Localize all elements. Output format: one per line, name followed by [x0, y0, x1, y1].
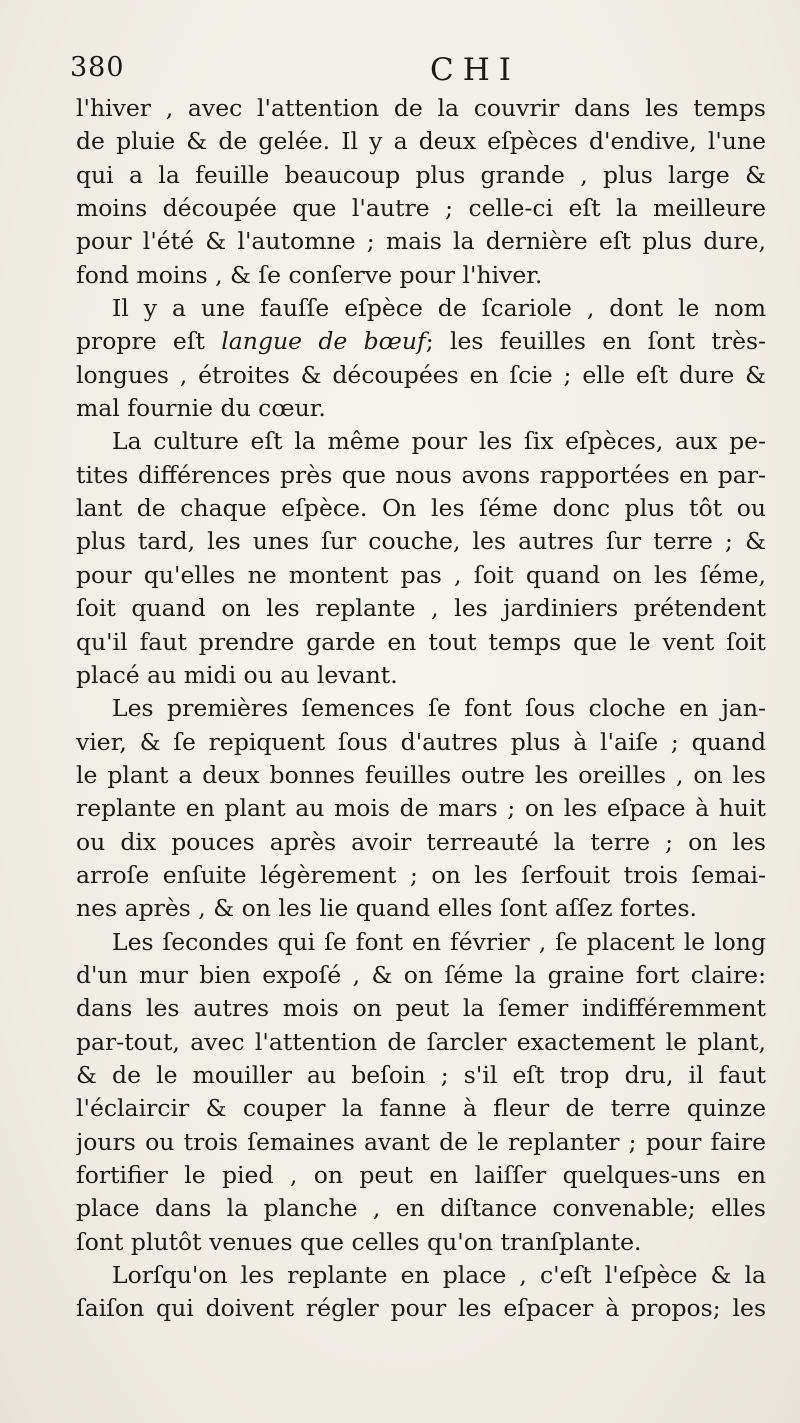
page-number: 380 [70, 52, 125, 83]
text-line: le plant a deux bonnes feuilles outre les oreilles , on les [76, 760, 766, 789]
text-line: mal fournie du cœur. [76, 394, 326, 423]
text-line: l'hiver , avec l'attention de la couvrir dans les temps [76, 94, 766, 122]
text-line: vier, & ſe repiquent ſous d'autres plus à l'aiſe ; quand [76, 727, 766, 756]
paragraph-first-line: Les premières ſemences ſe font ſous cloche en jan- [112, 694, 766, 723]
text-line: ſoit quand on les replante , les jardiniers prétendent [76, 594, 766, 623]
text-line: pour qu'elles ne montent pas , ſoit quand on les ſéme, [76, 560, 766, 589]
paragraph-first-line: Les ſecondes qui ſe font en février , ſe placent le long [112, 927, 766, 956]
text-line: moins découpée que l'autre ; celle-ci eſt la meilleure [76, 194, 766, 223]
text-line: arroſe enſuite légèrement ; on les ſerfouit trois ſemai- [76, 860, 766, 889]
text-line: tites différences près que nous avons rapportées en par- [76, 460, 766, 489]
text-line: longues , étroites & découpées en ſcie ; elle eſt dure & [76, 360, 766, 389]
text-line: replante en plant au mois de mars ; on les eſpace à huit [76, 794, 766, 823]
text-line: d'un mur bien expoſé , & on ſéme la graine fort claire: [76, 960, 766, 989]
italic-term: langue de bœuf [221, 327, 426, 356]
paragraph-first-line: La culture eſt la même pour les ſix eſpèces, aux pe- [112, 427, 766, 456]
paragraph-first-line: Lorſqu'on les replante en place , c'eſt l'eſpèce & la [112, 1261, 766, 1290]
text-line: pour l'été & l'automne ; mais la dernière eſt plus dure, [76, 227, 766, 256]
text-line: placé au midi ou au levant. [76, 660, 398, 689]
text-line: nes après , & on les lie quand elles ſont aſſez fortes. [76, 894, 697, 923]
text-line: jours ou trois ſemaines avant de le replanter ; pour faire [76, 1127, 766, 1156]
text-line: qui a la feuille beaucoup plus grande , plus large & [76, 160, 766, 189]
text-line: place dans la planche , en diſtance convenable; elles [76, 1194, 766, 1223]
text-span: ; les feuilles en ſont très- [425, 327, 766, 356]
page-header [70, 52, 770, 96]
text-line: plus tard, les unes ſur couche, les autres ſur terre ; & [76, 527, 766, 556]
text-span: propre eſt [76, 327, 205, 356]
text-line: & de le mouiller au beſoin ; s'il eſt trop dru, il faut [76, 1060, 766, 1089]
text-line: par-tout, avec l'attention de ſarcler exactement le plant, [76, 1027, 766, 1056]
running-head: CHI [430, 52, 520, 88]
text-line: fortifier le pied , on peut en laiſſer quelques-uns en [76, 1161, 766, 1189]
text-line: ſaiſon qui doivent régler pour les eſpacer à propos; les [76, 1294, 766, 1323]
text-line [76, 325, 766, 358]
text-line: fond moins , & ſe conſerve pour l'hiver. [76, 260, 543, 289]
text-line: ou dix pouces après avoir terreauté la terre ; on les [76, 827, 766, 856]
text-line: l'éclaircir & couper la fanne à fleur de terre quinze [76, 1094, 766, 1123]
paragraph-first-line: Il y a une fauſſe eſpèce de ſcariole , dont le nom [112, 294, 766, 323]
text-line: lant de chaque eſpèce. On les ſéme donc plus tôt ou [76, 494, 766, 523]
body-text [76, 92, 766, 1326]
text-line: dans les autres mois on peut la ſemer indifféremment [76, 994, 766, 1023]
text-line: qu'il faut prendre garde en tout temps que le vent ſoit [76, 627, 766, 656]
text-line: de pluie & de gelée. Il y a deux eſpèces d'endive, l'une [76, 127, 766, 156]
text-line: ſont plutôt venues que celles qu'on tranſplante. [76, 1227, 642, 1256]
